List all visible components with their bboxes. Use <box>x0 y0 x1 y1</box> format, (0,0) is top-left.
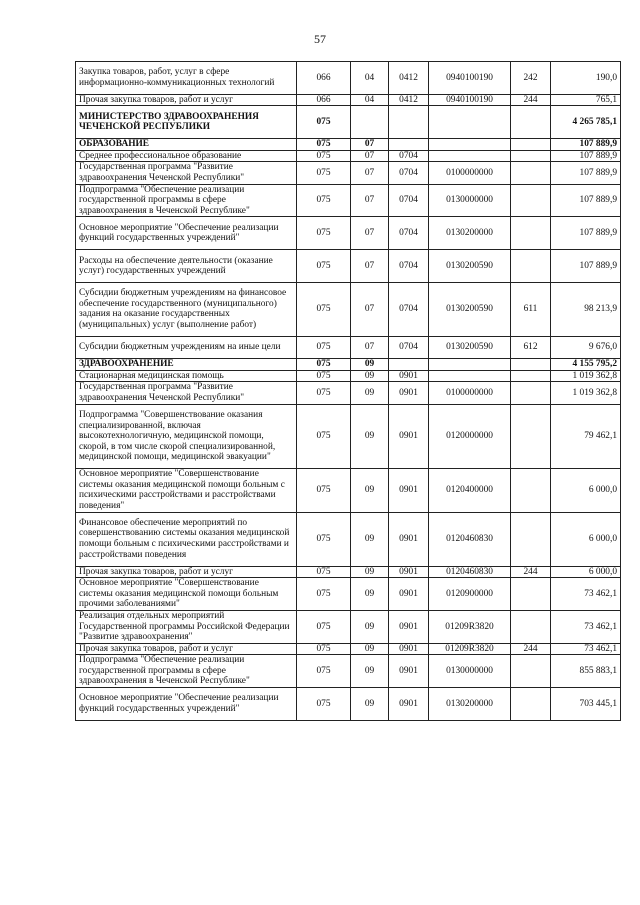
cell-expense-type: 242 <box>511 62 551 95</box>
cell-ved: 066 <box>297 94 351 106</box>
cell-expense-type <box>511 250 551 283</box>
cell-amount: 1 019 362,8 <box>551 370 621 382</box>
cell-expense-type <box>511 512 551 566</box>
cell-amount: 9 676,0 <box>551 336 621 358</box>
cell-section: 09 <box>351 655 389 688</box>
table-row <box>76 150 621 162</box>
cell-amount: 79 462,1 <box>551 404 621 469</box>
table-row <box>76 404 621 469</box>
cell-section: 09 <box>351 469 389 512</box>
cell-amount: 4 155 795,2 <box>551 359 621 371</box>
cell-name: Среднее профессиональное образование <box>76 150 297 162</box>
cell-expense-type: 244 <box>511 94 551 106</box>
cell-amount: 6 000,0 <box>551 512 621 566</box>
cell-subsection: 0704 <box>389 250 429 283</box>
cell-section: 09 <box>351 382 389 404</box>
cell-section: 09 <box>351 578 389 611</box>
cell-subsection: 0901 <box>389 610 429 643</box>
cell-target-article: 01209R3820 <box>429 610 511 643</box>
table-row <box>76 578 621 611</box>
cell-target-article <box>429 150 511 162</box>
cell-name: Основное мероприятие "Совершенствование системы оказания медицинской помощи больным прочими заболеваниями" <box>76 578 297 611</box>
cell-expense-type: 244 <box>511 566 551 578</box>
cell-amount: 855 883,1 <box>551 655 621 688</box>
cell-ved: 075 <box>297 359 351 371</box>
cell-subsection <box>389 139 429 151</box>
cell-section: 09 <box>351 370 389 382</box>
cell-amount: 6 000,0 <box>551 469 621 512</box>
table-row <box>76 469 621 512</box>
cell-subsection: 0901 <box>389 578 429 611</box>
cell-target-article: 0100000000 <box>429 382 511 404</box>
cell-amount: 4 265 785,1 <box>551 106 621 139</box>
cell-expense-type <box>511 469 551 512</box>
cell-target-article: 0120460830 <box>429 566 511 578</box>
cell-section: 07 <box>351 282 389 336</box>
cell-subsection <box>389 106 429 139</box>
cell-target-article: 0130200000 <box>429 217 511 250</box>
cell-expense-type <box>511 578 551 611</box>
cell-name: Прочая закупка товаров, работ и услуг <box>76 566 297 578</box>
cell-target-article: 0130200590 <box>429 282 511 336</box>
cell-section: 09 <box>351 359 389 371</box>
cell-subsection: 0901 <box>389 566 429 578</box>
cell-name: Государственная программа "Развитие здравоохранения Чеченской Республики" <box>76 382 297 404</box>
cell-amount: 107 889,9 <box>551 217 621 250</box>
cell-amount: 73 462,1 <box>551 578 621 611</box>
cell-target-article: 0130200590 <box>429 336 511 358</box>
cell-amount: 107 889,9 <box>551 139 621 151</box>
cell-target-article <box>429 370 511 382</box>
cell-ved: 075 <box>297 578 351 611</box>
cell-ved: 075 <box>297 162 351 184</box>
cell-ved: 066 <box>297 62 351 95</box>
cell-name: ОБРАЗОВАНИЕ <box>76 139 297 151</box>
cell-subsection: 0901 <box>389 404 429 469</box>
cell-target-article: 0120000000 <box>429 404 511 469</box>
cell-section: 07 <box>351 184 389 217</box>
cell-name: Стационарная медицинская помощь <box>76 370 297 382</box>
cell-ved: 075 <box>297 643 351 655</box>
cell-ved: 075 <box>297 217 351 250</box>
cell-expense-type <box>511 162 551 184</box>
table-row <box>76 139 621 151</box>
cell-subsection: 0412 <box>389 62 429 95</box>
cell-expense-type: 611 <box>511 282 551 336</box>
cell-amount: 765,1 <box>551 94 621 106</box>
table-row <box>76 512 621 566</box>
cell-expense-type: 612 <box>511 336 551 358</box>
cell-expense-type: 244 <box>511 643 551 655</box>
cell-amount: 703 445,1 <box>551 688 621 721</box>
cell-name: Прочая закупка товаров, работ и услуг <box>76 643 297 655</box>
cell-subsection: 0901 <box>389 688 429 721</box>
cell-amount: 6 000,0 <box>551 566 621 578</box>
cell-section: 07 <box>351 150 389 162</box>
cell-ved: 075 <box>297 139 351 151</box>
cell-ved: 075 <box>297 184 351 217</box>
cell-ved: 075 <box>297 566 351 578</box>
cell-subsection: 0704 <box>389 162 429 184</box>
cell-name: МИНИСТЕРСТВО ЗДРАВООХРАНЕНИЯ ЧЕЧЕНСКОЙ РЕСПУБЛИКИ <box>76 106 297 139</box>
cell-target-article: 0130200590 <box>429 250 511 283</box>
cell-section: 04 <box>351 94 389 106</box>
cell-expense-type <box>511 370 551 382</box>
cell-amount: 107 889,9 <box>551 250 621 283</box>
cell-expense-type <box>511 217 551 250</box>
cell-expense-type <box>511 688 551 721</box>
cell-target-article: 0100000000 <box>429 162 511 184</box>
cell-name: Подпрограмма "Обеспечение реализации государственной программы в сфере здравоохранения в Чеченской Республике" <box>76 184 297 217</box>
cell-subsection: 0901 <box>389 469 429 512</box>
cell-name: Подпрограмма "Совершенствование оказания специализированной, включая высокотехнологичную, медицинской помощи, скорой, в том числе скорой специализированной, медицинской помощи, медицинской эвакуации" <box>76 404 297 469</box>
table-row <box>76 162 621 184</box>
table-row <box>76 217 621 250</box>
table-row <box>76 94 621 106</box>
cell-expense-type <box>511 139 551 151</box>
table-row <box>76 688 621 721</box>
cell-target-article: 0120400000 <box>429 469 511 512</box>
cell-expense-type <box>511 404 551 469</box>
table-row <box>76 62 621 95</box>
cell-section: 09 <box>351 688 389 721</box>
cell-subsection: 0704 <box>389 184 429 217</box>
cell-target-article: 01209R3820 <box>429 643 511 655</box>
cell-target-article: 0940100190 <box>429 94 511 106</box>
cell-expense-type <box>511 106 551 139</box>
cell-expense-type <box>511 382 551 404</box>
cell-target-article <box>429 359 511 371</box>
cell-name: ЗДРАВООХРАНЕНИЕ <box>76 359 297 371</box>
cell-name: Основное мероприятие "Обеспечение реализации функций государственных учреждений" <box>76 688 297 721</box>
cell-ved: 075 <box>297 250 351 283</box>
cell-section: 07 <box>351 139 389 151</box>
cell-name: Основное мероприятие "Совершенствование системы оказания медицинской помощи больным с психическими расстройствами и расстройствами поведения" <box>76 469 297 512</box>
cell-section: 09 <box>351 512 389 566</box>
cell-subsection: 0412 <box>389 94 429 106</box>
cell-section: 07 <box>351 162 389 184</box>
table-row <box>76 106 621 139</box>
cell-ved: 075 <box>297 469 351 512</box>
cell-amount: 73 462,1 <box>551 610 621 643</box>
cell-subsection: 0704 <box>389 150 429 162</box>
budget-table-body <box>76 62 621 721</box>
page-number: 57 <box>314 32 326 46</box>
table-row <box>76 655 621 688</box>
cell-target-article: 0130000000 <box>429 184 511 217</box>
cell-name: Закупка товаров, работ, услуг в сфере информационно-коммуникационных технологий <box>76 62 297 95</box>
cell-section: 07 <box>351 336 389 358</box>
table-row <box>76 282 621 336</box>
cell-target-article: 0940100190 <box>429 62 511 95</box>
table-row <box>76 382 621 404</box>
cell-expense-type <box>511 184 551 217</box>
cell-ved: 075 <box>297 370 351 382</box>
cell-ved: 075 <box>297 404 351 469</box>
cell-amount: 190,0 <box>551 62 621 95</box>
cell-ved: 075 <box>297 688 351 721</box>
cell-target-article <box>429 106 511 139</box>
cell-ved: 075 <box>297 512 351 566</box>
cell-name: Субсидии бюджетным учреждениям на финансовое обеспечение государственного (муниципального) задания на оказание государственных (муниципальных) услуг (выполнение работ) <box>76 282 297 336</box>
cell-target-article: 0120460830 <box>429 512 511 566</box>
cell-expense-type <box>511 655 551 688</box>
cell-section: 09 <box>351 404 389 469</box>
table-row <box>76 359 621 371</box>
cell-amount: 73 462,1 <box>551 643 621 655</box>
table-row <box>76 250 621 283</box>
table-row <box>76 566 621 578</box>
cell-section: 07 <box>351 250 389 283</box>
table-row <box>76 370 621 382</box>
cell-amount: 107 889,9 <box>551 184 621 217</box>
cell-expense-type <box>511 359 551 371</box>
cell-name: Подпрограмма "Обеспечение реализации государственной программы в сфере здравоохранения в Чеченской Республике" <box>76 655 297 688</box>
cell-ved: 075 <box>297 610 351 643</box>
cell-subsection: 0901 <box>389 382 429 404</box>
cell-ved: 075 <box>297 106 351 139</box>
cell-section <box>351 106 389 139</box>
cell-ved: 075 <box>297 150 351 162</box>
cell-amount: 107 889,9 <box>551 162 621 184</box>
cell-name: Финансовое обеспечение мероприятий по совершенствованию системы оказания медицинской помощи больным с психическими расстройствами и расстройствами поведения <box>76 512 297 566</box>
cell-subsection <box>389 359 429 371</box>
cell-section: 09 <box>351 643 389 655</box>
cell-section: 04 <box>351 62 389 95</box>
cell-target-article: 0130000000 <box>429 655 511 688</box>
budget-table <box>75 61 621 721</box>
cell-section: 09 <box>351 566 389 578</box>
cell-section: 09 <box>351 610 389 643</box>
cell-amount: 1 019 362,8 <box>551 382 621 404</box>
cell-subsection: 0901 <box>389 512 429 566</box>
cell-ved: 075 <box>297 336 351 358</box>
table-row <box>76 336 621 358</box>
cell-target-article: 0130200000 <box>429 688 511 721</box>
cell-subsection: 0704 <box>389 282 429 336</box>
cell-ved: 075 <box>297 655 351 688</box>
cell-amount: 107 889,9 <box>551 150 621 162</box>
cell-target-article: 0120900000 <box>429 578 511 611</box>
cell-subsection: 0704 <box>389 336 429 358</box>
table-row <box>76 184 621 217</box>
cell-name: Основное мероприятие "Обеспечение реализации функций государственных учреждений" <box>76 217 297 250</box>
cell-ved: 075 <box>297 382 351 404</box>
table-row <box>76 610 621 643</box>
cell-name: Государственная программа "Развитие здравоохранения Чеченской Республики" <box>76 162 297 184</box>
cell-section: 07 <box>351 217 389 250</box>
cell-subsection: 0901 <box>389 370 429 382</box>
cell-subsection: 0704 <box>389 217 429 250</box>
cell-expense-type <box>511 610 551 643</box>
cell-target-article <box>429 139 511 151</box>
cell-subsection: 0901 <box>389 643 429 655</box>
cell-name: Субсидии бюджетным учреждениям на иные цели <box>76 336 297 358</box>
cell-expense-type <box>511 150 551 162</box>
table-row <box>76 643 621 655</box>
cell-amount: 98 213,9 <box>551 282 621 336</box>
cell-name: Прочая закупка товаров, работ и услуг <box>76 94 297 106</box>
cell-subsection: 0901 <box>389 655 429 688</box>
cell-name: Реализация отдельных мероприятий Государственной программы Российской Федерации "Развитие здравоохранения" <box>76 610 297 643</box>
cell-name: Расходы на обеспечение деятельности (оказание услуг) государственных учреждений <box>76 250 297 283</box>
cell-ved: 075 <box>297 282 351 336</box>
